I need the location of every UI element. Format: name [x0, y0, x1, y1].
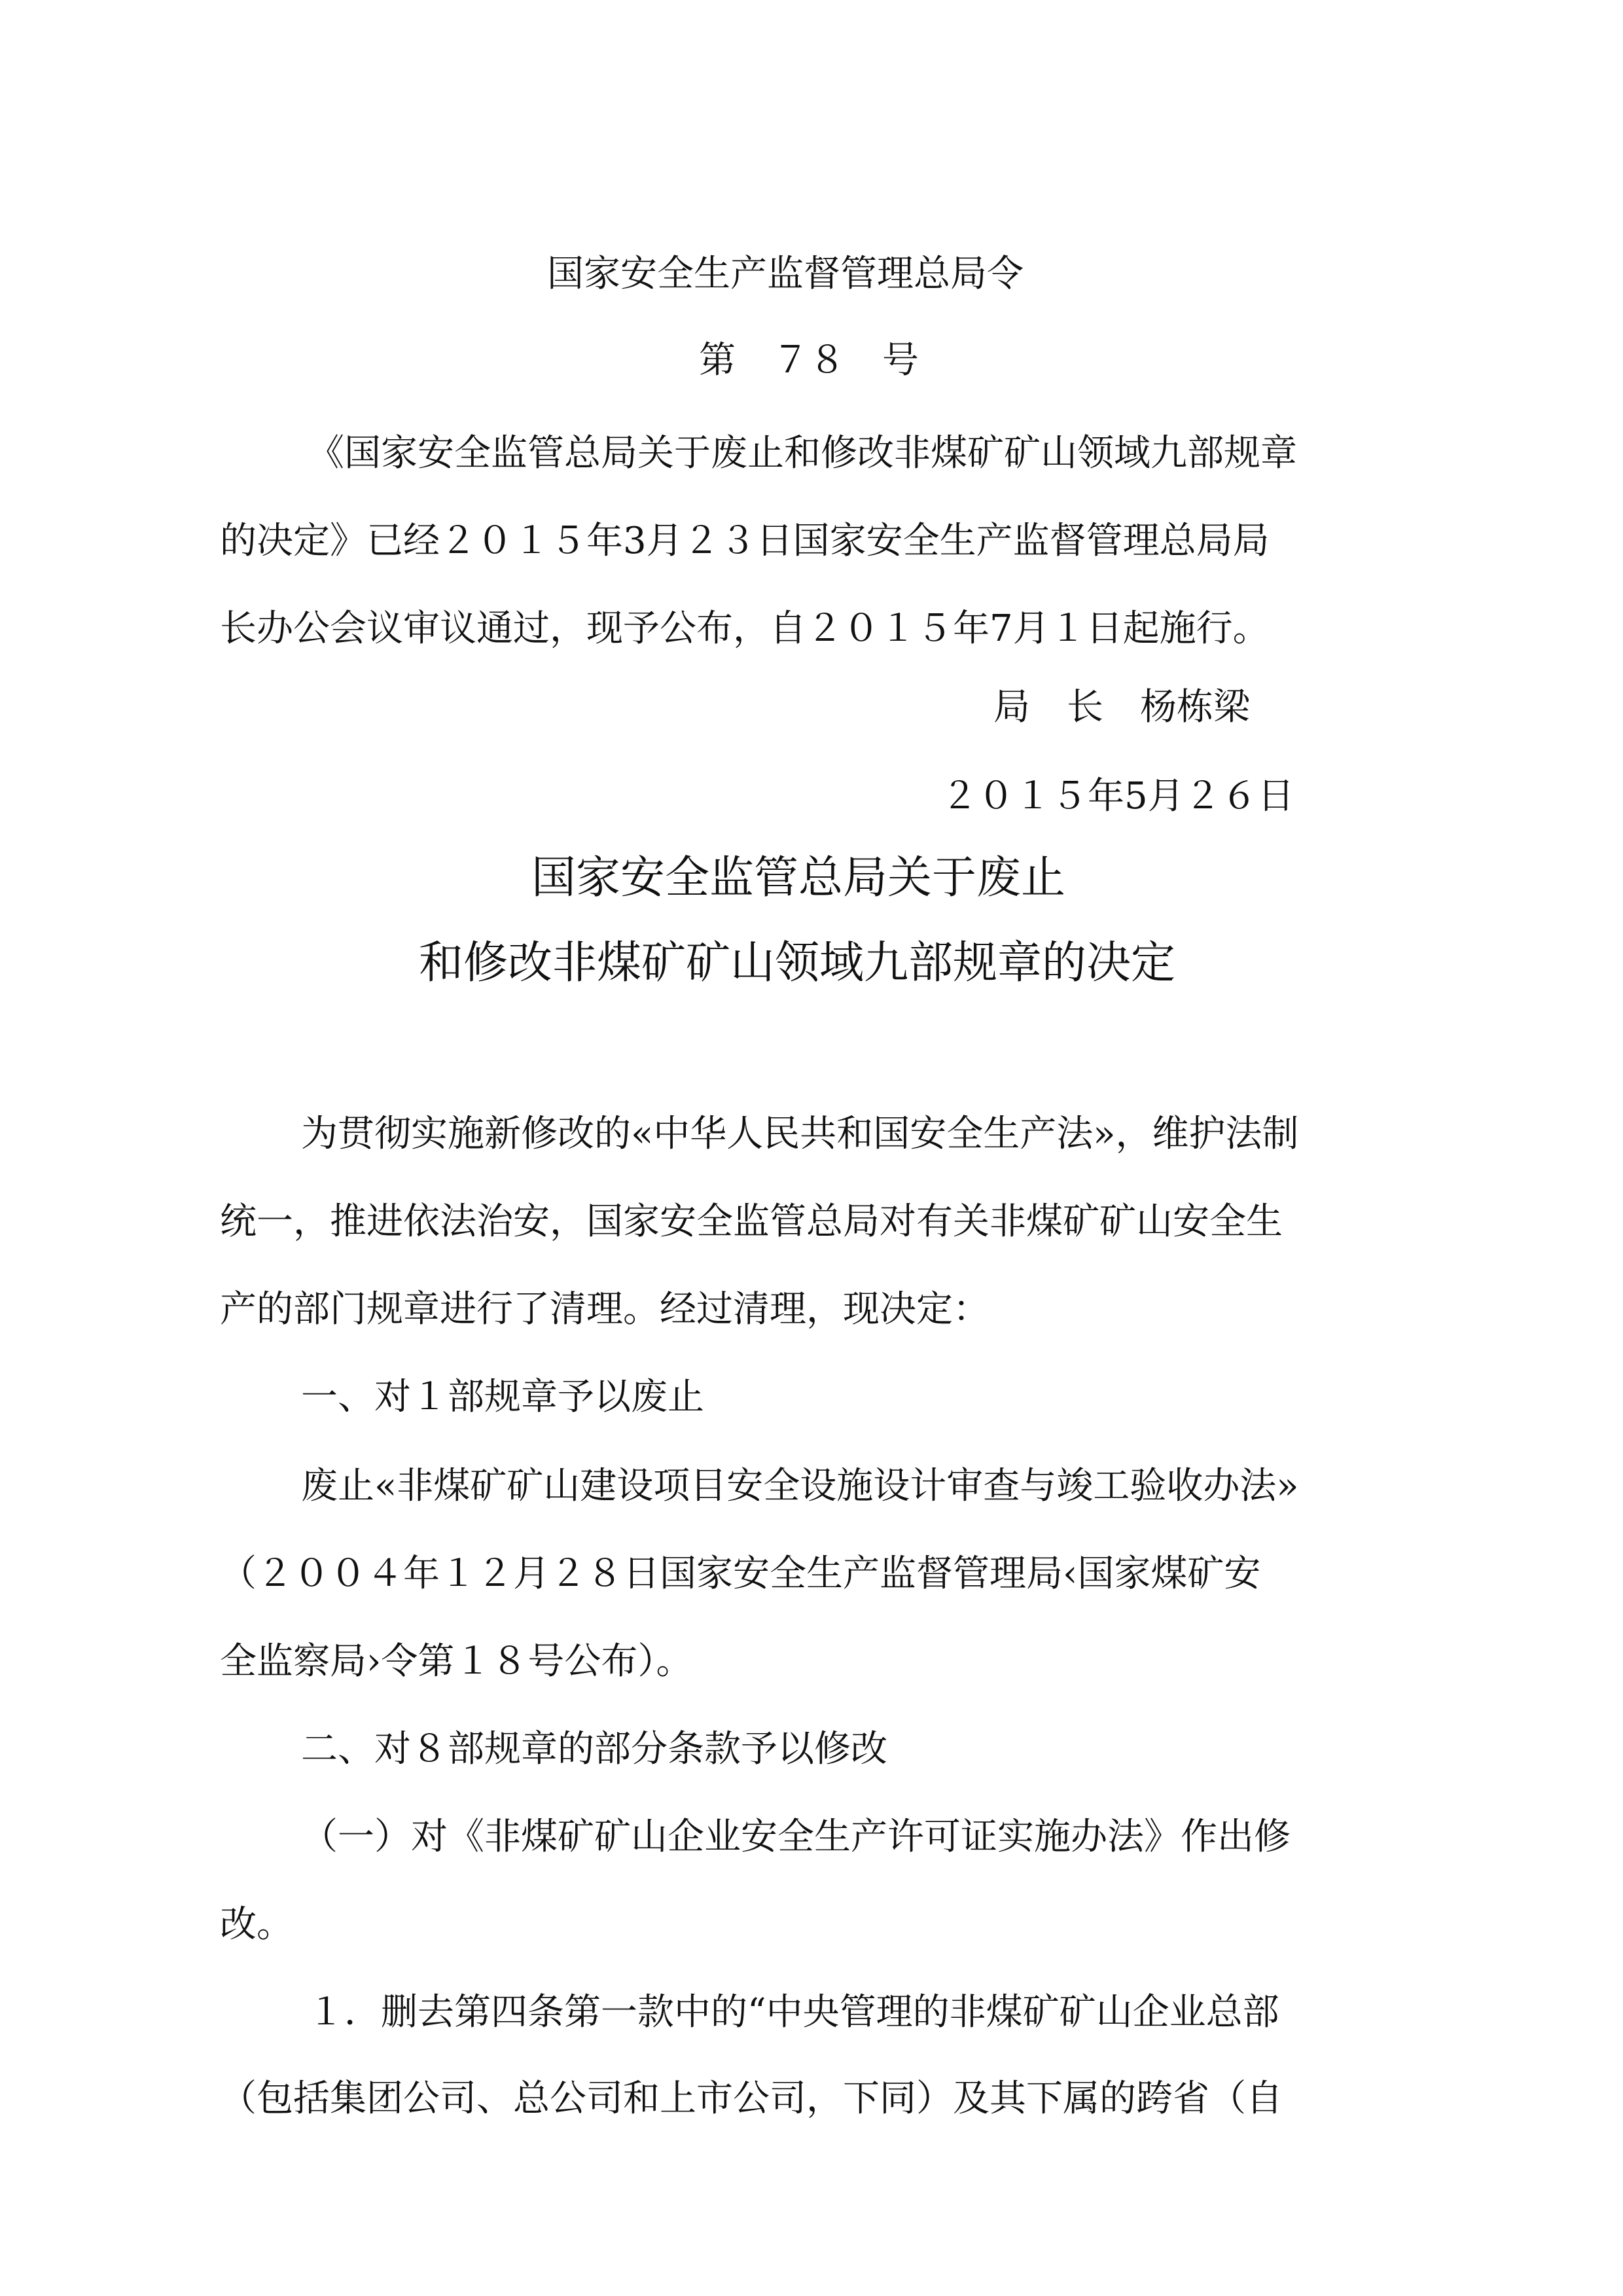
section-heading: 二、对８部规章的部分条款予以修改 — [301, 1728, 887, 1770]
order-title: 国家安全生产监督管理总局令 — [547, 253, 1024, 295]
decision-title-line: 和修改非煤矿矿山领域九部规章的决定 — [419, 937, 1176, 989]
preamble-line: 长办公会议审议通过，现予公布，自２０１５年7月１日起施行。 — [220, 607, 1270, 650]
decision-title-line: 国家安全监管总局关于废止 — [531, 852, 1066, 904]
preamble-line: 的决定》已经２０１５年3月２３日国家安全生产监督管理总局局 — [220, 520, 1270, 562]
section-heading: 一、对１部规章予以废止 — [301, 1376, 704, 1418]
body-line: （一）对《非煤矿矿山企业安全生产许可证实施办法》作出修 — [301, 1816, 1291, 1858]
body-line: （２００４年１２月２８日国家安全生产监督管理局‹国家煤矿安 — [220, 1552, 1261, 1595]
body-line: 产的部门规章进行了清理。经过清理，现决定： — [220, 1288, 990, 1331]
order-number: 第 ７８ 号 — [699, 339, 919, 382]
body-line: 为贯彻实施新修改的«中华人民共和国安全生产法»，维护法制 — [301, 1113, 1299, 1155]
body-line: １．删去第四条第一款中的“中央管理的非煤矿矿山企业总部 — [308, 1991, 1279, 2034]
body-line: 统一，推进依法治安，国家安全监管总局对有关非煤矿矿山安全生 — [220, 1200, 1283, 1243]
body-line: 改。 — [220, 1903, 293, 1946]
body-line: （包括集团公司、总公司和上市公司，下同）及其下属的跨省（自 — [220, 2077, 1283, 2120]
issue-date: ２０１５年5月２６日 — [941, 775, 1294, 817]
preamble-line: 《国家安全监管总局关于废止和修改非煤矿矿山领域九部规章 — [308, 432, 1297, 475]
signature: 局 长 杨栋梁 — [993, 686, 1250, 728]
body-line: 废止«非煤矿矿山建设项目安全设施设计审查与竣工验收办法» — [301, 1465, 1299, 1507]
body-line: 全监察局›令第１８号公布）。 — [220, 1640, 693, 1683]
